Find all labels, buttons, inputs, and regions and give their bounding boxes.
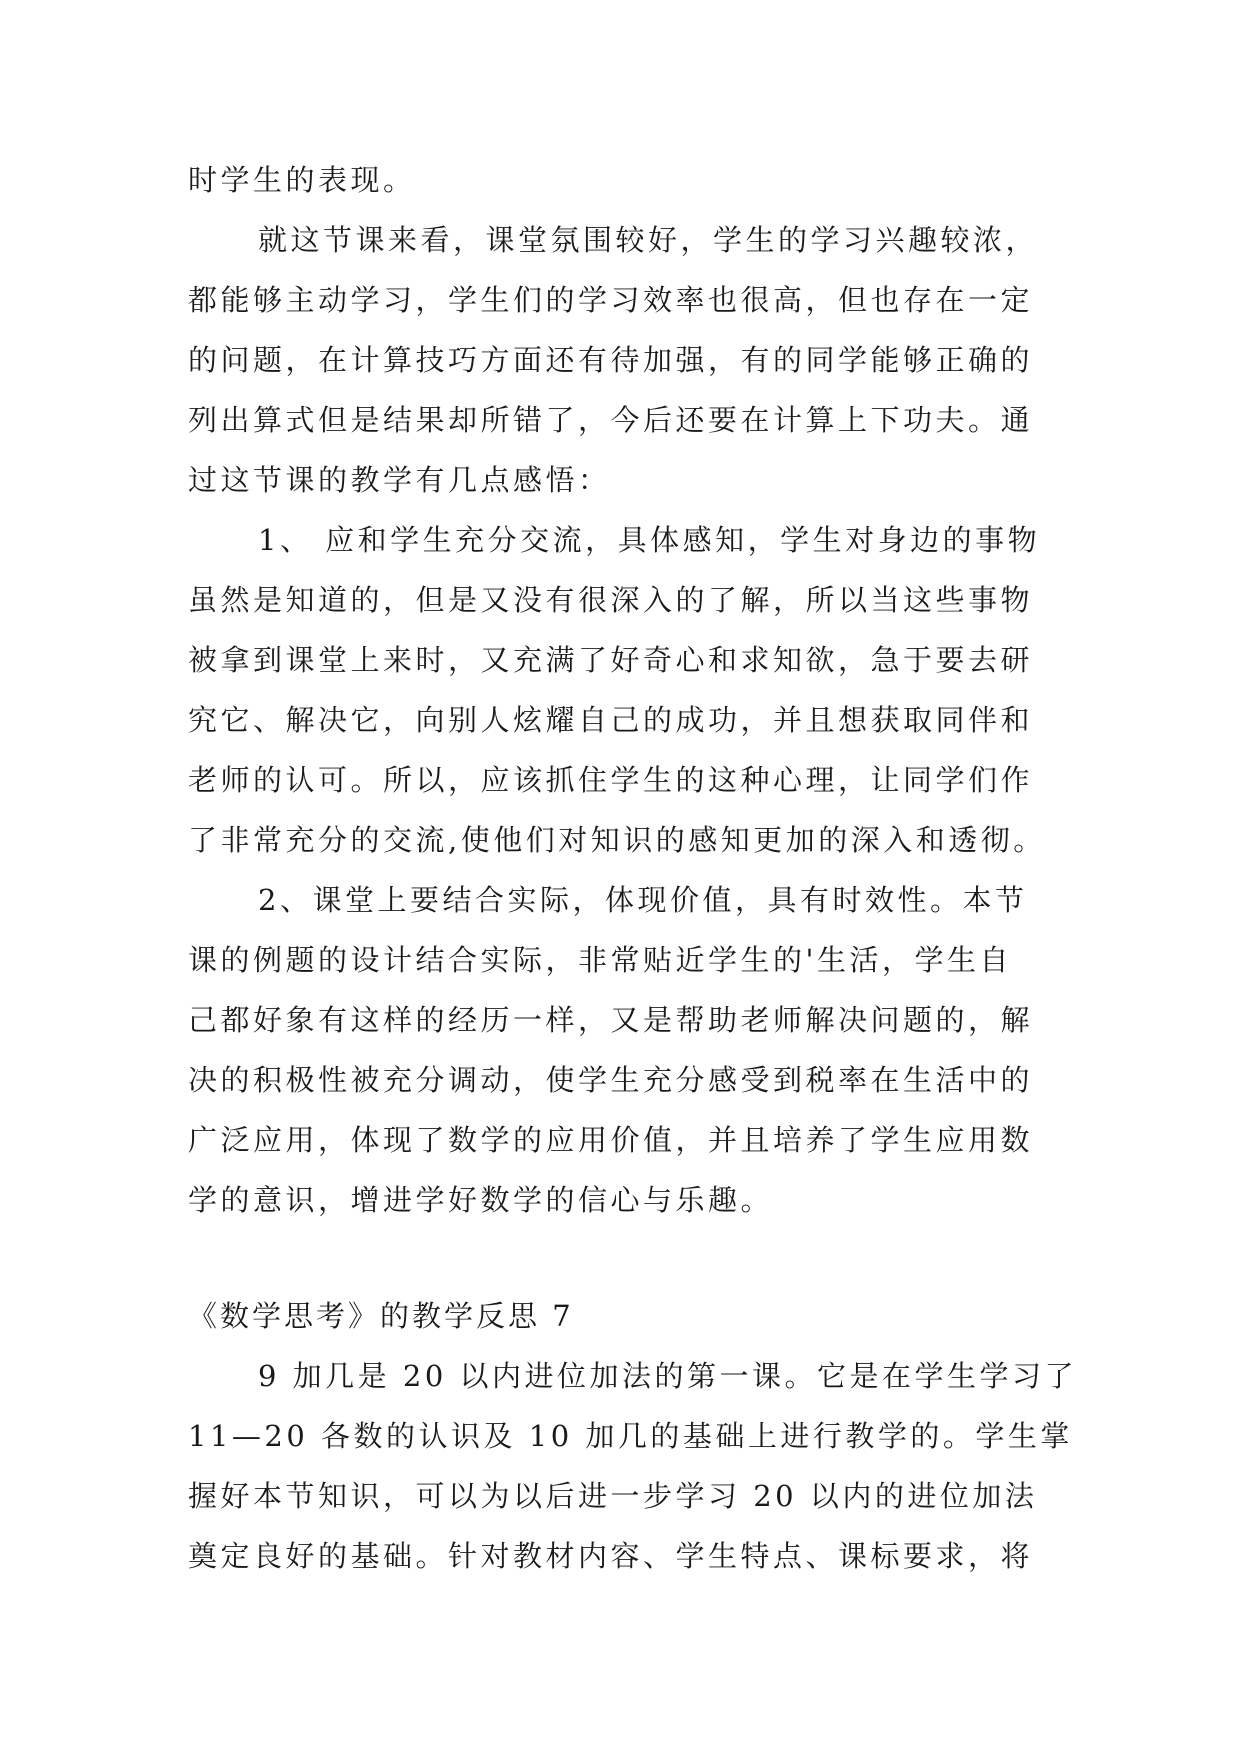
text-line: 己都好象有这样的经历一样，又是帮助老师解决问题的，解 bbox=[188, 1003, 1034, 1037]
section-spacer bbox=[188, 1230, 1058, 1286]
paragraph-point-2 bbox=[188, 870, 1058, 1230]
section-heading: 《数学思考》的教学反思 7 bbox=[188, 1299, 574, 1333]
paragraph-section-intro bbox=[188, 1346, 1078, 1586]
text-line: 学的意识，增进学好数学的信心与乐趣。 bbox=[188, 1183, 774, 1217]
paragraph-reflection bbox=[188, 210, 1058, 510]
text-line: 11—20 各数的认识及 10 加几的基础上进行教学的。学生掌 bbox=[188, 1419, 1073, 1453]
text-line: 决的积极性被充分调动，使学生充分感受到税率在生活中的 bbox=[188, 1063, 1034, 1097]
text-line: 老师的认可。所以，应该抓住学生的这种心理，让同学们作 bbox=[188, 763, 1034, 797]
text-line: 都能够主动学习，学生们的学习效率也很高，但也存在一定 bbox=[188, 283, 1034, 317]
text-line: 2、课堂上要结合实际，体现价值，具有时效性。本节 bbox=[258, 883, 1028, 917]
text-line: 的问题，在计算技巧方面还有待加强，有的同学能够正确的 bbox=[188, 343, 1034, 377]
paragraph-point-1 bbox=[188, 510, 1058, 870]
text-line: 9 加几是 20 以内进位加法的第一课。它是在学生学习了 bbox=[258, 1359, 1078, 1393]
paragraph-continuation bbox=[188, 150, 1058, 210]
text-line: 奠定良好的基础。针对教材内容、学生特点、课标要求，将 bbox=[188, 1539, 1034, 1573]
text-line: 究它、解决它，向别人炫耀自己的成功，并且想获取同伴和 bbox=[188, 703, 1034, 737]
text-line: 广泛应用，体现了数学的应用价值，并且培养了学生应用数 bbox=[188, 1123, 1034, 1157]
text-line: 列出算式但是结果却所错了，今后还要在计算上下功夫。通 bbox=[188, 403, 1034, 437]
text-line: 就这节课来看，课堂氛围较好，学生的学习兴趣较浓， bbox=[258, 223, 1039, 257]
text-line: 时学生的表现。 bbox=[188, 163, 416, 197]
text-line: 过这节课的教学有几点感悟： bbox=[188, 463, 611, 497]
text-line: 1、 应和学生充分交流，具体感知，学生对身边的事物 bbox=[258, 523, 1041, 557]
text-line: 虽然是知道的，但是又没有很深入的了解，所以当这些事物 bbox=[188, 583, 1034, 617]
text-line: 握好本节知识，可以为以后进一步学习 20 以内的进位加法 bbox=[188, 1479, 1038, 1513]
text-line: 课的例题的设计结合实际，非常贴近学生的'生活，学生自 bbox=[188, 943, 1012, 977]
text-line: 被拿到课堂上来时，又充满了好奇心和求知欲，急于要去研 bbox=[188, 643, 1034, 677]
document-body bbox=[188, 150, 1078, 1586]
text-line: 了非常充分的交流,使他们对知识的感知更加的深入和透彻。 bbox=[188, 823, 1046, 857]
